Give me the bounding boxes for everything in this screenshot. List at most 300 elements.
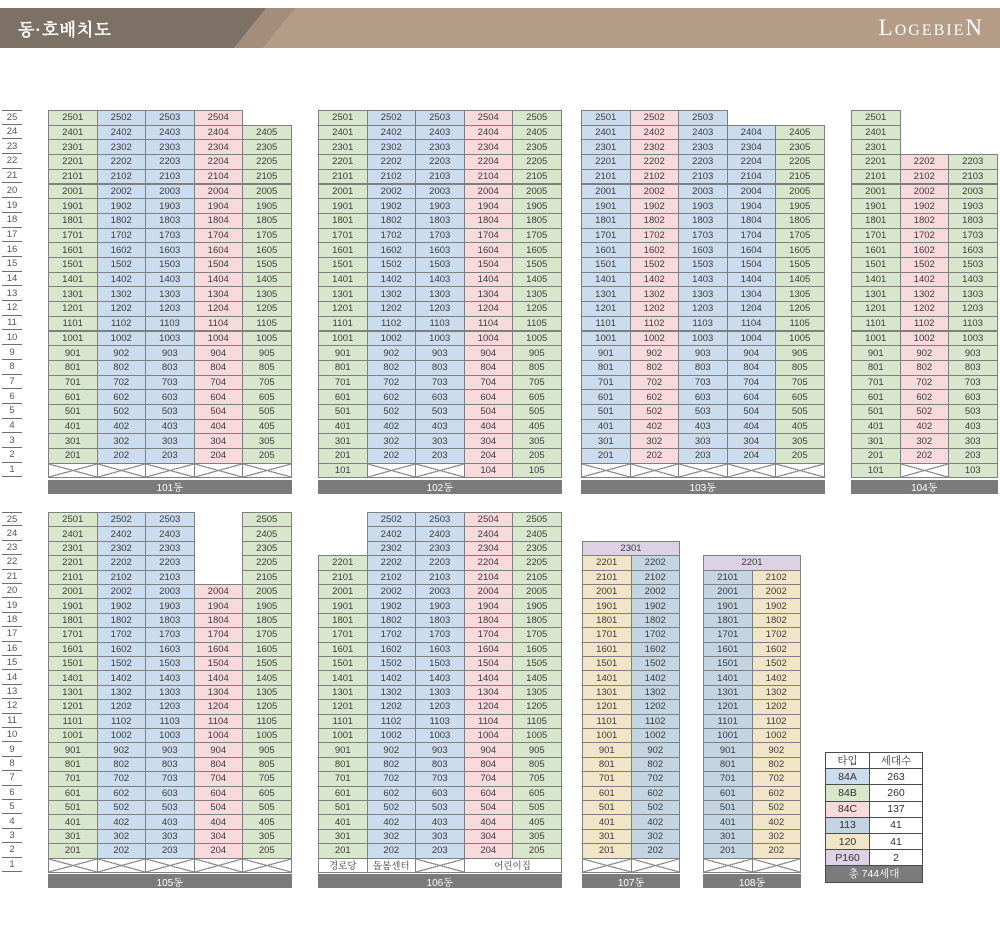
unit-cell: 305 (242, 829, 292, 844)
unit-cell: 703 (415, 375, 465, 391)
unit-cell: 404 (194, 814, 244, 829)
unit-cell: 2101 (582, 570, 632, 585)
unit-cell: 1302 (630, 286, 680, 302)
unit-cell: 1803 (415, 213, 465, 229)
unit-cell: 1204 (194, 699, 244, 714)
unit-cell: 405 (775, 419, 825, 435)
unit-cell: 1905 (242, 198, 292, 214)
unit-cell: 501 (581, 404, 631, 420)
unit-cell: 1704 (194, 627, 244, 642)
unit-cell: 2201 (318, 555, 368, 570)
floor-label: 16 (2, 642, 22, 656)
unit-cell: 1202 (900, 301, 950, 317)
unit-cell: 1802 (97, 613, 147, 628)
unit-cell: 2005 (512, 584, 562, 599)
unit-cell: 704 (464, 771, 514, 786)
unit-cell: 1804 (194, 613, 244, 628)
unit-cell: 2305 (512, 541, 562, 556)
floor-label: 14 (2, 272, 22, 287)
unit-cell: 501 (582, 800, 632, 815)
legend-count-cell: 263 (870, 769, 923, 785)
unit-cell: 1801 (582, 613, 632, 628)
unit-cell: 1802 (631, 613, 681, 628)
brand-logo: LogebieN (878, 15, 984, 40)
floor-label: 21 (2, 169, 22, 184)
floor-label: 6 (2, 786, 22, 800)
unit-cell: 1402 (367, 670, 417, 685)
x-cell (48, 858, 98, 873)
unit-cell: 1703 (948, 228, 998, 244)
unit-cell: 2203 (415, 555, 465, 570)
unit-cell: 701 (48, 375, 98, 391)
floor-label: 6 (2, 389, 22, 404)
unit-cell: 1903 (145, 198, 195, 214)
unit-cell: 2502 (97, 110, 147, 126)
floor-label: 1 (2, 463, 22, 478)
floor-label: 20 (2, 184, 22, 199)
floor-label: 1 (2, 858, 22, 872)
unit-cell: 1205 (775, 301, 825, 317)
unit-cell: 2001 (582, 584, 632, 599)
unit-cell: 602 (367, 786, 417, 801)
unit-cell: 604 (194, 389, 244, 405)
unit-cell: 1304 (194, 685, 244, 700)
unit-cell: 1002 (367, 728, 417, 743)
unit-cell: 1801 (48, 613, 98, 628)
unit-cell: 2305 (512, 139, 562, 155)
unit-cell: 1204 (727, 301, 777, 317)
unit-cell: 204 (194, 843, 244, 858)
unit-cell: 903 (145, 345, 195, 361)
unit-cell: 602 (630, 389, 680, 405)
unit-cell: 905 (775, 345, 825, 361)
unit-cell: 601 (48, 786, 98, 801)
unit-cell: 2301 (318, 139, 368, 155)
unit-cell: 705 (512, 771, 562, 786)
unit-cell: 2004 (194, 584, 244, 599)
floor-label: 23 (2, 541, 22, 555)
unit-cell: 202 (367, 843, 417, 858)
floor-label: 17 (2, 627, 22, 641)
unit-cell: 805 (242, 757, 292, 772)
unit-cell: 803 (415, 360, 465, 376)
unit-cell: 2501 (581, 110, 631, 126)
floor-label: 19 (2, 598, 22, 612)
unit-cell: 1105 (242, 316, 292, 332)
unit-cell: 1701 (703, 627, 753, 642)
unit-cell: 804 (464, 360, 514, 376)
unit-cell: 2104 (727, 169, 777, 185)
unit-cell: 1205 (242, 699, 292, 714)
unit-cell: 1503 (678, 257, 728, 273)
unit-cell: 505 (242, 404, 292, 420)
unit-cell: 203 (145, 843, 195, 858)
unit-cell: 1805 (242, 613, 292, 628)
unit-cell: 1702 (630, 228, 680, 244)
unit-cell: 2404 (194, 125, 244, 141)
unit-cell: 301 (581, 433, 631, 449)
unit-cell: 1104 (464, 714, 514, 729)
unit-cell: 501 (318, 404, 368, 420)
legend-count-cell: 137 (870, 801, 923, 817)
unit-cell: 2002 (97, 184, 147, 200)
unit-cell: 1805 (512, 213, 562, 229)
unit-cell: 904 (194, 742, 244, 757)
unit-cell: 1704 (464, 228, 514, 244)
unit-cell: 403 (415, 419, 465, 435)
unit-cell: 2404 (464, 125, 514, 141)
unit-cell: 101 (851, 463, 901, 479)
floor-label: 22 (2, 154, 22, 169)
unit-cell: 802 (367, 360, 417, 376)
unit-cell: 1602 (752, 642, 802, 657)
unit-cell: 1605 (242, 642, 292, 657)
unit-cell: 201 (318, 448, 368, 464)
building-label-bar: 105동 (48, 874, 292, 888)
unit-cell: 2503 (415, 110, 465, 126)
unit-cell: 1902 (631, 598, 681, 613)
unit-cell: 1201 (318, 699, 368, 714)
unit-cell: 1504 (194, 257, 244, 273)
unit-cell: 1201 (48, 301, 98, 317)
unit-cell: 405 (242, 419, 292, 435)
unit-cell: 904 (727, 345, 777, 361)
unit-cell: 1804 (464, 213, 514, 229)
unit-cell: 501 (703, 800, 753, 815)
unit-cell: 1504 (464, 257, 514, 273)
unit-cell: 1901 (851, 198, 901, 214)
building-label-bar: 101동 (48, 480, 292, 494)
merged-unit-cell: 2301 (582, 541, 680, 556)
building-label-bar: 104동 (851, 480, 998, 494)
unit-cell: 1601 (581, 242, 631, 258)
unit-cell: 2301 (581, 139, 631, 155)
unit-cell: 1501 (581, 257, 631, 273)
unit-cell: 1101 (48, 316, 98, 332)
legend-header-count: 세대수 (870, 753, 923, 769)
unit-cell: 601 (703, 786, 753, 801)
unit-cell: 1605 (775, 242, 825, 258)
unit-cell: 2403 (415, 526, 465, 541)
unit-cell: 2501 (48, 110, 98, 126)
unit-cell: 1301 (703, 685, 753, 700)
unit-cell: 1802 (367, 213, 417, 229)
x-cell (194, 463, 244, 479)
unit-cell: 1601 (48, 642, 98, 657)
unit-cell: 1102 (97, 316, 147, 332)
unit-cell: 805 (512, 360, 562, 376)
unit-cell: 901 (703, 742, 753, 757)
unit-cell: 1805 (242, 213, 292, 229)
unit-cell: 2302 (367, 541, 417, 556)
unit-cell: 104 (464, 463, 514, 479)
unit-cell: 602 (631, 786, 681, 801)
unit-cell: 1202 (97, 301, 147, 317)
floor-label: 2 (2, 843, 22, 857)
unit-cell: 705 (242, 771, 292, 786)
unit-cell: 2203 (678, 154, 728, 170)
unit-cell: 2002 (752, 584, 802, 599)
legend-type-cell: 84A (826, 769, 870, 785)
unit-cell: 1101 (48, 714, 98, 729)
unit-cell: 1803 (145, 613, 195, 628)
unit-cell: 2004 (464, 584, 514, 599)
unit-cell: 1003 (948, 331, 998, 347)
unit-cell: 203 (678, 448, 728, 464)
legend-type-cell: 120 (826, 833, 870, 849)
unit-cell: 2002 (97, 584, 147, 599)
legend-type-cell: 113 (826, 817, 870, 833)
x-cell (48, 463, 98, 479)
legend-count-cell: 41 (870, 833, 923, 849)
unit-cell: 1103 (145, 714, 195, 729)
x-cell (582, 858, 632, 873)
unit-cell: 804 (194, 360, 244, 376)
unit-cell: 2204 (194, 154, 244, 170)
unit-cell: 1203 (415, 699, 465, 714)
unit-cell: 501 (48, 800, 98, 815)
unit-cell: 2205 (775, 154, 825, 170)
unit-cell: 1603 (145, 642, 195, 657)
unit-cell: 2103 (145, 169, 195, 185)
unit-cell: 2205 (512, 555, 562, 570)
unit-cell: 804 (194, 757, 244, 772)
unit-cell: 1702 (367, 627, 417, 642)
unit-cell: 502 (752, 800, 802, 815)
unit-cell: 1005 (512, 331, 562, 347)
unit-cell: 2105 (512, 169, 562, 185)
unit-cell: 1604 (194, 642, 244, 657)
unit-cell: 401 (48, 419, 98, 435)
unit-cell: 1403 (678, 272, 728, 288)
unit-cell: 2005 (242, 184, 292, 200)
unit-cell: 604 (727, 389, 777, 405)
unit-cell: 401 (582, 814, 632, 829)
unit-cell: 1103 (678, 316, 728, 332)
x-cell (145, 463, 195, 479)
floor-label: 13 (2, 685, 22, 699)
floor-label: 4 (2, 419, 22, 434)
floor-label: 23 (2, 139, 22, 154)
unit-cell: 1305 (512, 685, 562, 700)
unit-cell: 1004 (194, 728, 244, 743)
unit-cell: 2402 (97, 526, 147, 541)
unit-cell: 403 (415, 814, 465, 829)
unit-cell: 402 (900, 419, 950, 435)
unit-cell: 1202 (630, 301, 680, 317)
x-cell (145, 858, 195, 873)
unit-cell: 205 (512, 448, 562, 464)
floor-label: 8 (2, 757, 22, 771)
unit-cell: 1202 (631, 699, 681, 714)
unit-cell: 1103 (415, 316, 465, 332)
unit-cell: 2504 (464, 512, 514, 527)
unit-cell: 1304 (464, 685, 514, 700)
unit-cell: 1803 (415, 613, 465, 628)
unit-cell: 605 (512, 389, 562, 405)
floor-label: 22 (2, 555, 22, 569)
unit-cell: 403 (145, 419, 195, 435)
unit-cell: 1205 (242, 301, 292, 317)
unit-cell: 2102 (367, 570, 417, 585)
unit-cell: 801 (851, 360, 901, 376)
unit-cell: 2405 (242, 125, 292, 141)
unit-cell: 1003 (415, 331, 465, 347)
unit-cell: 1502 (367, 257, 417, 273)
unit-cell: 1805 (775, 213, 825, 229)
unit-cell: 2403 (145, 526, 195, 541)
unit-cell: 503 (415, 404, 465, 420)
unit-cell: 1704 (194, 228, 244, 244)
unit-cell: 1802 (97, 213, 147, 229)
unit-cell: 305 (512, 829, 562, 844)
unit-cell: 505 (512, 404, 562, 420)
x-cell (703, 858, 753, 873)
unit-cell: 2201 (318, 154, 368, 170)
unit-cell: 1302 (367, 685, 417, 700)
unit-cell: 2001 (48, 184, 98, 200)
unit-cell: 601 (48, 389, 98, 405)
unit-cell: 1705 (775, 228, 825, 244)
unit-cell: 2104 (194, 169, 244, 185)
unit-cell: 1101 (318, 316, 368, 332)
unit-cell: 2103 (145, 570, 195, 585)
unit-cell: 905 (242, 345, 292, 361)
unit-cell: 803 (948, 360, 998, 376)
unit-cell: 1905 (242, 598, 292, 613)
unit-cell: 1502 (631, 656, 681, 671)
unit-cell: 1505 (242, 656, 292, 671)
unit-cell: 605 (775, 389, 825, 405)
building-104동 (851, 110, 998, 496)
unit-cell: 1104 (194, 316, 244, 332)
unit-cell: 2503 (415, 512, 465, 527)
unit-cell: 1601 (318, 242, 368, 258)
floor-label: 21 (2, 570, 22, 584)
unit-cell: 2402 (367, 526, 417, 541)
unit-cell: 1701 (48, 627, 98, 642)
unit-cell: 301 (318, 829, 368, 844)
building-102동 (318, 110, 562, 496)
unit-cell: 202 (630, 448, 680, 464)
unit-cell: 1102 (367, 316, 417, 332)
unit-cell: 1202 (97, 699, 147, 714)
building-108동 (703, 512, 801, 890)
x-cell (367, 463, 417, 479)
unit-cell: 801 (318, 360, 368, 376)
unit-cell: 1903 (678, 198, 728, 214)
unit-cell: 201 (703, 843, 753, 858)
unit-cell: 1405 (512, 670, 562, 685)
unit-cell: 1005 (775, 331, 825, 347)
unit-cell: 902 (630, 345, 680, 361)
unit-cell: 1304 (194, 286, 244, 302)
unit-cell: 1202 (367, 699, 417, 714)
unit-cell: 805 (775, 360, 825, 376)
unit-cell: 2502 (630, 110, 680, 126)
unit-cell: 2101 (703, 570, 753, 585)
unit-cell: 901 (318, 345, 368, 361)
unit-cell: 601 (318, 786, 368, 801)
unit-cell: 1802 (752, 613, 802, 628)
unit-cell: 2003 (415, 184, 465, 200)
unit-cell: 103 (948, 463, 998, 479)
unit-cell: 1303 (415, 685, 465, 700)
unit-cell: 502 (367, 404, 417, 420)
unit-cell: 802 (367, 757, 417, 772)
unit-cell: 1904 (727, 198, 777, 214)
unit-cell: 2302 (630, 139, 680, 155)
unit-cell: 604 (464, 786, 514, 801)
unit-cell: 1001 (318, 331, 368, 347)
unit-cell: 1803 (948, 213, 998, 229)
unit-cell: 701 (581, 375, 631, 391)
unit-cell: 203 (415, 448, 465, 464)
unit-cell: 1101 (703, 714, 753, 729)
unit-cell: 2202 (630, 154, 680, 170)
unit-cell: 803 (145, 757, 195, 772)
building-101동 (48, 110, 292, 496)
unit-cell: 902 (900, 345, 950, 361)
unit-cell: 1001 (581, 331, 631, 347)
unit-cell: 1204 (194, 301, 244, 317)
unit-cell: 402 (367, 814, 417, 829)
unit-cell: 1802 (630, 213, 680, 229)
unit-cell: 1303 (415, 286, 465, 302)
unit-cell: 1704 (727, 228, 777, 244)
building-106동 (318, 512, 562, 890)
unit-cell: 1302 (97, 685, 147, 700)
unit-cell: 105 (512, 463, 562, 479)
unit-cell: 205 (242, 843, 292, 858)
unit-cell: 1504 (464, 656, 514, 671)
unit-cell: 1303 (145, 286, 195, 302)
unit-cell: 402 (752, 814, 802, 829)
unit-cell: 401 (851, 419, 901, 435)
unit-cell: 603 (415, 389, 465, 405)
type-legend (825, 752, 923, 883)
floor-label: 16 (2, 242, 22, 257)
unit-cell: 1101 (582, 714, 632, 729)
unit-cell: 1904 (194, 598, 244, 613)
unit-cell: 802 (752, 757, 802, 772)
unit-cell: 201 (851, 448, 901, 464)
unit-cell: 304 (727, 433, 777, 449)
legend-count-cell: 41 (870, 817, 923, 833)
unit-cell: 1505 (512, 257, 562, 273)
unit-cell: 1705 (512, 228, 562, 244)
unit-cell: 1802 (367, 613, 417, 628)
unit-cell: 1204 (464, 699, 514, 714)
unit-cell: 2002 (631, 584, 681, 599)
unit-cell: 1205 (512, 699, 562, 714)
unit-cell: 801 (318, 757, 368, 772)
unit-cell: 304 (194, 433, 244, 449)
unit-cell: 1601 (318, 642, 368, 657)
legend-type-cell: P160 (826, 850, 870, 866)
unit-cell: 1404 (464, 272, 514, 288)
unit-cell: 1002 (752, 728, 802, 743)
floor-label: 25 (2, 110, 22, 125)
unit-cell: 2101 (48, 570, 98, 585)
unit-cell: 204 (194, 448, 244, 464)
unit-cell: 1501 (48, 257, 98, 273)
unit-cell: 2201 (581, 154, 631, 170)
unit-cell: 2402 (630, 125, 680, 141)
unit-cell: 302 (97, 433, 147, 449)
unit-cell: 1702 (367, 228, 417, 244)
unit-cell: 902 (631, 742, 681, 757)
